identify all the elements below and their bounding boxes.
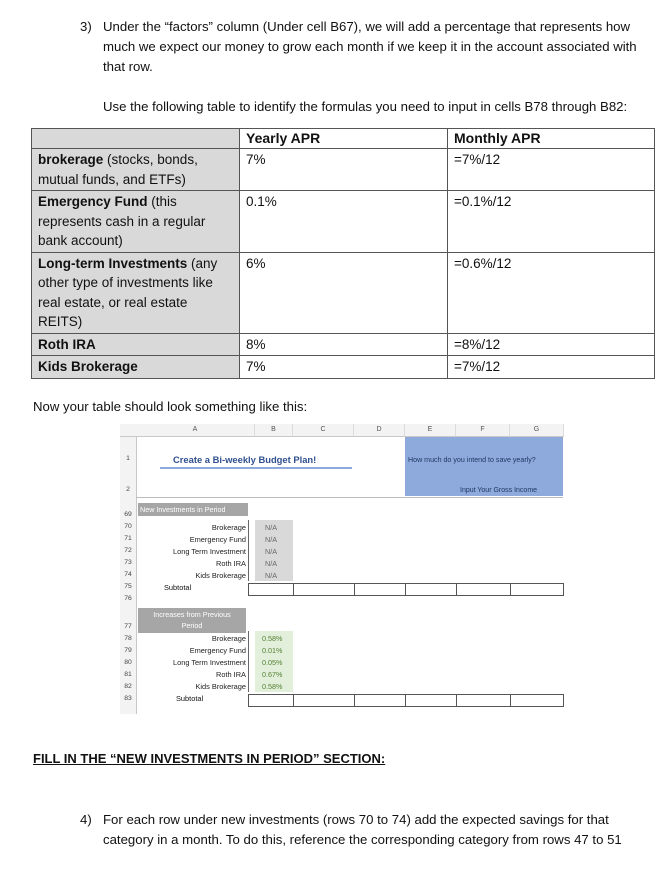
spreadsheet-preview (120, 424, 563, 714)
row-label-bold: Roth IRA (38, 336, 96, 352)
column-header-c: C (293, 424, 354, 437)
row-numbers-group-b (120, 623, 136, 707)
row-number: 83 (124, 695, 132, 702)
monthly-apr-cell: =0.6%/12 (448, 252, 655, 333)
savings-question: How much do you intend to save yearly? (408, 456, 536, 464)
row-number: 79 (124, 647, 132, 654)
header-blank (32, 129, 240, 149)
yearly-apr-cell: 8% (240, 333, 448, 356)
row-label-bold: Kids Brokerage (38, 359, 138, 374)
row-number: 71 (124, 535, 132, 542)
row-label-bold: Emergency Fund (38, 194, 148, 209)
yearly-apr-cell: 6% (240, 252, 448, 333)
subtotal-label-2: Subtotal (176, 694, 204, 703)
monthly-apr-cell: =8%/12 (448, 333, 655, 356)
cell-border (510, 584, 511, 595)
monthly-apr-cell: =0.1%/12 (448, 191, 655, 253)
subtotal-row-a (248, 583, 564, 596)
column-header-b: B (255, 424, 293, 437)
row-numbers-group-a (120, 511, 136, 607)
row-number: 76 (124, 595, 132, 602)
column-header-e: E (405, 424, 456, 437)
section-heading: FILL IN THE “NEW INVESTMENTS IN PERIOD” SECTION: (33, 751, 386, 766)
row-label-rest: (stocks, bonds, mutual funds, and ETFs) (38, 152, 198, 187)
increase-value[interactable]: 0.01% (262, 646, 283, 655)
row-label-bold: brokerage (38, 152, 104, 167)
new-investment-value[interactable]: N/A (265, 559, 277, 568)
cell-border (510, 695, 511, 706)
title-underline (160, 467, 352, 469)
row-number: 77 (124, 623, 132, 630)
increase-label: Brokerage (211, 634, 246, 643)
row-label-rest: (any other type of investments like real estate, or real estate REITS) (38, 255, 218, 329)
step4-number: 4) (80, 812, 92, 827)
row-number: 74 (124, 571, 132, 578)
step4-line-1: For each row under new investments (rows 70 to 74) add the expected savings for that (103, 812, 609, 827)
step3-line-2: much we expect our money to grow each month if we keep it in the account associated with (103, 39, 637, 54)
row-number: 80 (124, 659, 132, 666)
table-note: Now your table should look something like this: (33, 399, 308, 414)
step3-line-1: Under the “factors” column (Under cell B67), we will add a percentage that represents how (103, 19, 631, 34)
new-investment-label: Emergency Fund (189, 535, 246, 544)
table-row (32, 191, 655, 253)
column-divider (248, 631, 249, 692)
column-divider (248, 520, 249, 581)
increase-value[interactable]: 0.58% (262, 682, 283, 691)
new-investment-value[interactable]: N/A (265, 571, 277, 580)
column-header-g: G (510, 424, 564, 437)
row-label (32, 252, 240, 333)
increase-value[interactable]: 0.67% (262, 670, 283, 679)
column-header-d: D (354, 424, 405, 437)
step3-paragraph (103, 17, 663, 77)
table-row (32, 333, 655, 356)
gross-income-label[interactable]: Input Your Gross Income (460, 487, 538, 494)
increase-label: Emergency Fund (189, 646, 246, 655)
header-yearly-apr: Yearly APR (240, 129, 448, 149)
formula-table (31, 128, 655, 379)
column-header-f: F (456, 424, 510, 437)
new-investments-header: New Investments in Period (138, 503, 248, 516)
row-number: 81 (124, 671, 132, 678)
cell-border (456, 695, 457, 706)
column-header-a: A (136, 424, 255, 437)
cell-border (293, 584, 294, 595)
hidden-rows-divider (136, 497, 563, 498)
table-row (32, 149, 655, 191)
subtotal-row-b (248, 694, 564, 707)
step4-paragraph (103, 810, 663, 850)
cell-border (456, 584, 457, 595)
row-number: 82 (124, 683, 132, 690)
new-investment-label: Long Term Investment (173, 547, 246, 556)
row-number: 70 (124, 523, 132, 530)
increase-label: Kids Brokerage (195, 682, 246, 691)
row-number: 2 (126, 486, 130, 493)
sheet-title: Create a Bi-weekly Budget Plan! (173, 454, 317, 465)
cell-border (354, 695, 355, 706)
new-investment-label: Brokerage (211, 523, 246, 532)
header-monthly-apr: Monthly APR (448, 129, 655, 149)
cell-border (293, 695, 294, 706)
monthly-apr-cell: =7%/12 (448, 356, 655, 379)
row-number: 1 (126, 455, 130, 462)
row-number: 75 (124, 583, 132, 590)
increase-label: Roth IRA (216, 670, 246, 679)
table-intro: Use the following table to identify the formulas you need to input in cells B78 through B82: (103, 99, 628, 114)
row-number: 72 (124, 547, 132, 554)
formula-table-header (32, 129, 655, 149)
row-label-bold: Long-term Investments (38, 255, 188, 271)
increase-label: Long Term Investment (173, 658, 246, 667)
yearly-apr-cell: 7% (240, 356, 448, 379)
increases-header-line-2: Period (181, 621, 203, 630)
yearly-apr-cell: 0.1% (240, 191, 448, 253)
row-number: 73 (124, 559, 132, 566)
row-number: 78 (124, 635, 132, 642)
step3-line-3: that row. (103, 59, 153, 74)
new-investment-label: Kids Brokerage (195, 571, 246, 580)
increase-value[interactable]: 0.05% (262, 658, 283, 667)
monthly-apr-cell: =7%/12 (448, 149, 655, 191)
row-label (32, 356, 240, 379)
new-investment-value[interactable]: N/A (265, 547, 277, 556)
increases-header-line-1: Increases from Previous (153, 610, 231, 619)
new-investment-value[interactable]: N/A (265, 535, 277, 544)
new-investment-value[interactable]: N/A (265, 523, 277, 532)
step4-line-2: category in a month. To do this, reference the corresponding category from rows 47 to 51 (103, 832, 622, 847)
cell-border (405, 695, 406, 706)
subtotal-label: Subtotal (164, 583, 192, 592)
sheet-corner (120, 424, 137, 437)
row-number: 69 (124, 511, 132, 518)
row-label (32, 191, 240, 253)
cell-border (405, 584, 406, 595)
table-row (32, 356, 655, 379)
increases-header (138, 608, 246, 633)
step3-number: 3) (80, 19, 92, 34)
cell-border (354, 584, 355, 595)
new-investment-label: Roth IRA (216, 559, 246, 568)
row-label (32, 333, 240, 356)
increase-value[interactable]: 0.58% (262, 634, 283, 643)
table-row (32, 252, 655, 333)
yearly-apr-cell: 7% (240, 149, 448, 191)
row-label-rest: (this represents cash in a regular bank account) (38, 194, 206, 248)
row-label (32, 149, 240, 191)
